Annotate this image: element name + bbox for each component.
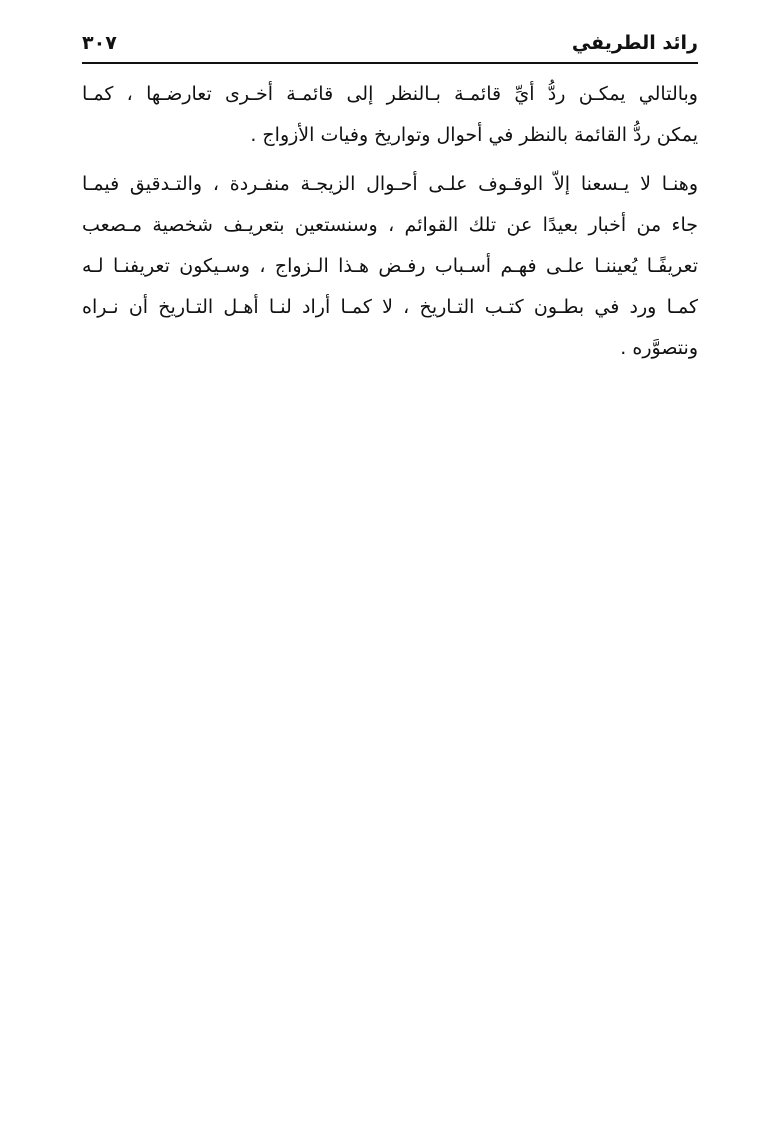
running-title: رائد الطريفي [571, 32, 698, 54]
text-line: يمكن ردُّ القائمة بالنظر في أحوال وتواريخ وفيات الأزواج . [250, 124, 698, 146]
body-text [82, 74, 698, 369]
text-line: كمـا ورد في بطـون كتـب التـاريخ ، لا كمـا أراد لنـا أهـل التـاريخ أن نـراه [82, 296, 698, 318]
paragraph-2 [82, 164, 698, 369]
paragraph-1 [82, 74, 698, 156]
page-number: ٣٠٧ [82, 32, 117, 54]
running-header [82, 28, 698, 62]
paragraph-gap [82, 156, 698, 164]
text-line: وبالتالي يمكـن ردُّ أيِّ قائمـة بـالنظر إلى قائمـة أخـرى تعارضـها ، كمـا [82, 83, 698, 105]
text-line: ونتصوَّره . [620, 337, 698, 359]
text-line: جاء من أخبار بعيدًا عن تلك القوائم ، وسنستعين بتعريـف شخصية مـصعب [82, 214, 698, 236]
header-rule [82, 62, 698, 64]
text-line: تعريفًـا يُعيننـا علـى فهـم أسـباب رفـض هـذا الـزواج ، وسـيكون تعريفنـا لـه [82, 255, 698, 277]
text-line: وهنـا لا يـسعنا إلاّ الوقـوف علـى أحـوال الزيجـة منفـردة ، والتـدقيق فيمـا [82, 173, 698, 195]
